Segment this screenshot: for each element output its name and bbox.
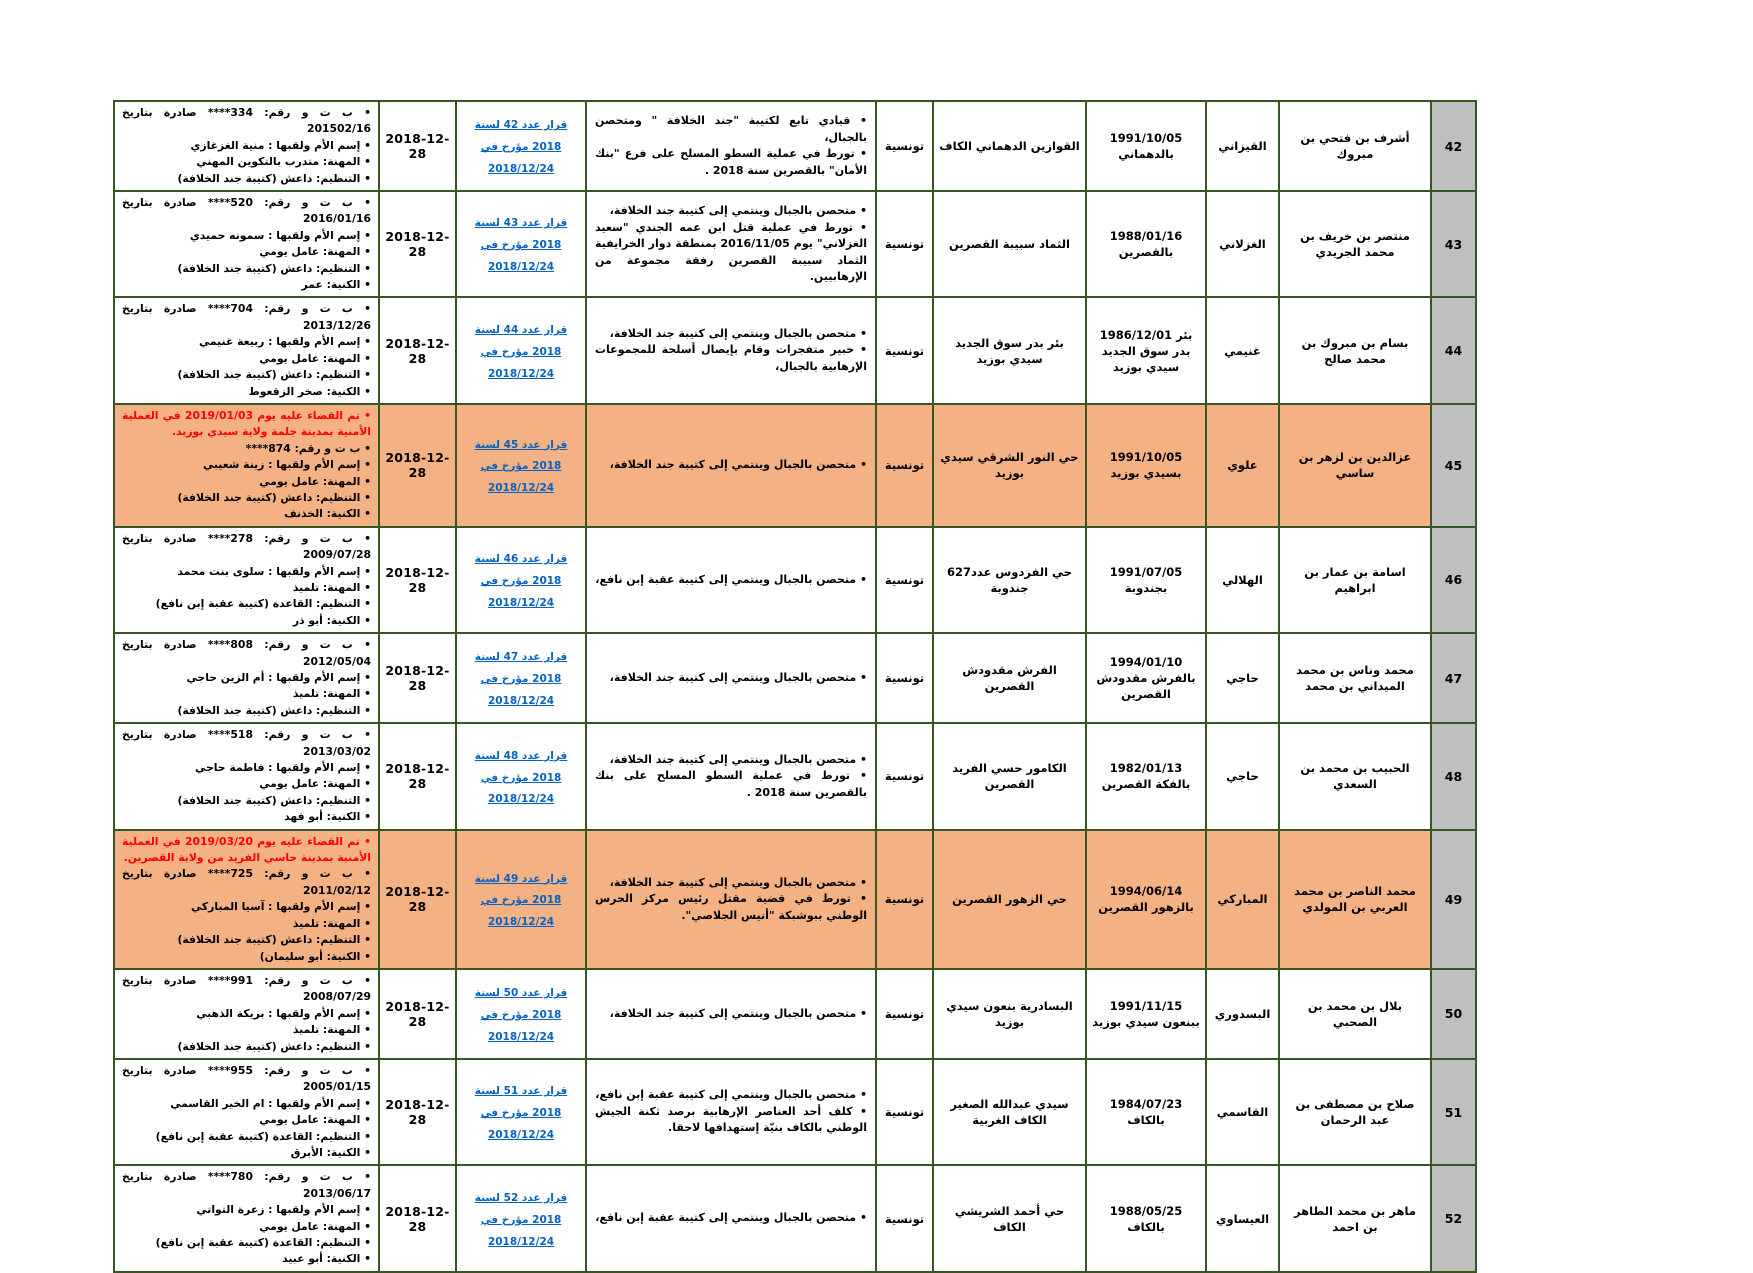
row-number-cell: 49 (1431, 830, 1476, 969)
address-cell: حي الفردوس عدد627 جندوبة (933, 527, 1086, 633)
detail-item: • المهنة: عامل يومي (122, 1112, 371, 1128)
details-cell (114, 1165, 379, 1271)
detail-item: • إسم الأم ولقبها : فاطمة حاجي (122, 760, 371, 776)
description-cell (586, 723, 876, 829)
description-cell (586, 633, 876, 723)
address-cell: البسادرية بنعون سيدي بوزيد (933, 969, 1086, 1059)
description-cell (586, 1165, 876, 1271)
description-item: • متحصن بالجبال وينتمي إلى كتيبة جند الخلافة، (595, 752, 867, 769)
decision-date-cell (379, 404, 456, 527)
detail-item: • التنظيم: داعش (كتيبة جند الخلافة) (122, 490, 371, 506)
description-cell (586, 830, 876, 969)
surname-cell: القاسمي (1206, 1059, 1279, 1165)
birth-date-place-cell (1086, 404, 1206, 527)
nationality-cell: تونسية (876, 969, 933, 1059)
details-cell (114, 527, 379, 633)
records-table-container (113, 100, 1477, 1273)
birth-date-place-cell (1086, 1059, 1206, 1165)
row-number-cell: 43 (1431, 191, 1476, 297)
detail-item: • المهنة: عامل يومي (122, 244, 371, 260)
decision-date-text: 2018-12-28 (385, 564, 450, 595)
row-number-cell: 46 (1431, 527, 1476, 633)
birth-date-place-cell (1086, 1165, 1206, 1271)
decision-link[interactable]: قرار عدد 49 لسنة 2018 مؤرخ في 2018/12/24 (474, 872, 568, 929)
birth-date-place-cell (1086, 297, 1206, 403)
decision-cell (456, 101, 586, 191)
detail-item: • إسم الأم ولقبها : منية الغزغازي (122, 138, 371, 154)
detail-item: • التنظيم: القاعدة (كتيبة عقبة إبن نافع) (122, 596, 371, 612)
detail-item: • ب ت و رقم: 518**** صادرة بتاريخ 2013/03/02 (122, 727, 371, 760)
detail-item: • المهنة: متدرب بالتكوين المهني (122, 154, 371, 170)
decision-link[interactable]: قرار عدد 48 لسنة 2018 مؤرخ في 2018/12/24 (474, 749, 568, 806)
decision-link[interactable]: قرار عدد 42 لسنة 2018 مؤرخ في 2018/12/24 (474, 119, 568, 175)
nationality-cell: تونسية (876, 527, 933, 633)
nationality-cell: تونسية (876, 101, 933, 191)
table-row (114, 191, 1476, 297)
nationality-cell: تونسية (876, 297, 933, 403)
decision-link[interactable]: قرار عدد 47 لسنة 2018 مؤرخ في 2018/12/24 (474, 651, 568, 708)
records-table (113, 100, 1477, 1273)
description-item: • متحصن بالجبال وينتمي إلى كتيبة عقبة إبن نافع، (595, 572, 867, 589)
description-item: • خبير متفجرات وقام بإيصال أسلحة للمجموعات الإرهابية بالجبال، (595, 342, 867, 375)
description-cell (586, 1059, 876, 1165)
detail-item: • المهنة: عامل يومي (122, 474, 371, 490)
detail-item: • إسم الأم ولقبها : زينة شعيبي (122, 457, 371, 473)
description-item: • متحصن بالجبال وينتمي إلى كتيبة عقبة إبن نافع، (595, 1087, 867, 1104)
decision-date-text: 2018-12-28 (385, 663, 450, 694)
detail-item: • إسم الأم ولقبها : آسيا المباركي (122, 899, 371, 915)
description-cell (586, 191, 876, 297)
decision-cell (456, 404, 586, 527)
birth-date-place-text: 1994/01/10 بالفرش مقدودش القصرين (1096, 655, 1196, 702)
details-cell (114, 723, 379, 829)
detail-item: • المهنة: تلميذ (122, 580, 371, 596)
name-cell: محمد وناس بن محمد الميداني بن محمد (1279, 633, 1431, 723)
decision-date-text: 2018-12-28 (385, 335, 450, 366)
address-cell: سيدي عبدالله الصغير الكاف الغربية (933, 1059, 1086, 1165)
details-cell (114, 969, 379, 1059)
detail-item: • التنظيم: داعش (كتيبة جند الخلافة) (122, 367, 371, 383)
decision-cell (456, 527, 586, 633)
birth-date-place-cell (1086, 830, 1206, 969)
surname-cell: حاجي (1206, 633, 1279, 723)
details-cell (114, 633, 379, 723)
name-cell: ماهر بن محمد الطاهر بن احمد (1279, 1165, 1431, 1271)
description-item: • تورط في عملية السطو المسلح على بنك بالقصرين سنة 2018 . (595, 768, 867, 801)
birth-date-place-cell (1086, 191, 1206, 297)
detail-item: • إسم الأم ولقبها : أم الزين حاجي (122, 670, 371, 686)
decision-cell (456, 191, 586, 297)
detail-item: • ب ت و رقم: 704**** صادرة بتاريخ 2013/12/26 (122, 301, 371, 334)
row-number-cell: 51 (1431, 1059, 1476, 1165)
birth-date-place-text: 1988/01/16 بالقصرين (1109, 229, 1183, 260)
birth-date-place-text: 1986/12/01 بئر بدر سوق الجديد سيدي بوزيد (1099, 327, 1193, 374)
detail-item: • الكنية: أبو ذر (122, 613, 371, 629)
details-cell (114, 404, 379, 527)
decision-cell (456, 633, 586, 723)
address-cell: الثماد سبيبة القصرين (933, 191, 1086, 297)
name-cell: بلال بن محمد بن الصحبي (1279, 969, 1431, 1059)
detail-item: • التنظيم: داعش (كتيبة جند الخلافة) (122, 261, 371, 277)
description-cell (586, 297, 876, 403)
table-row (114, 969, 1476, 1059)
detail-item: • التنظيم: داعش (كتيبة جند الخلافة) (122, 171, 371, 187)
detail-item: • ب ت و رقم: 334**** صادرة بتاريخ 201502/16 (122, 105, 371, 138)
description-item: • متحصن بالجبال وينتمي إلى كتيبة جند الخلافة، (595, 326, 867, 343)
detail-item: • التنظيم: داعش (كتيبة جند الخلافة) (122, 932, 371, 948)
table-row (114, 527, 1476, 633)
description-item: • تورط في عملية قتل ابن عمه الجندي "سعيد الغزلاني" يوم 2016/11/05 بمنطقة دوار الخرايفية الثماد سبيبة القصرين رفقة مجموعة من الإرهابيين. (595, 220, 867, 286)
address-cell: حي النور الشرقي سيدي بوزيد (933, 404, 1086, 527)
details-cell (114, 297, 379, 403)
detail-item: • ب ت و رقم: 874**** (122, 441, 371, 457)
detail-item: • ب ت و رقم: 278**** صادرة بتاريخ 2009/07/28 (122, 531, 371, 564)
row-number-cell: 47 (1431, 633, 1476, 723)
name-cell: بسام بن مبروك بن محمد صالح (1279, 297, 1431, 403)
description-item: • تورط في قضية مقتل رئيس مركز الحرس الوطني ببوشبكة "أنيس الجلاصي". (595, 891, 867, 924)
decision-date-cell (379, 1059, 456, 1165)
surname-cell: القيزاني (1206, 101, 1279, 191)
decision-date-cell (379, 191, 456, 297)
row-number-cell: 45 (1431, 404, 1476, 527)
table-row (114, 1059, 1476, 1165)
birth-date-place-text: 1988/05/25 بالكاف (1109, 1203, 1183, 1234)
address-cell: الكامور حسي الفريد القصرين (933, 723, 1086, 829)
description-cell (586, 527, 876, 633)
birth-date-place-text: 1991/07/05 بجندوبة (1109, 564, 1183, 595)
decision-date-cell (379, 830, 456, 969)
decision-cell (456, 1059, 586, 1165)
detail-item: • التنظيم: القاعدة (كتيبة عقبة إبن نافع) (122, 1235, 371, 1251)
surname-cell: المباركي (1206, 830, 1279, 969)
eliminated-notice: • تم القضاء عليه يوم 2019/03/20 في العملية الأمنية بمدينة حاسي الفريد من ولاية القصرين. (122, 834, 371, 867)
decision-date-text: 2018-12-28 (385, 1203, 450, 1234)
row-number-cell: 42 (1431, 101, 1476, 191)
address-cell: حي أحمد الشريشي الكاف (933, 1165, 1086, 1271)
decision-cell (456, 297, 586, 403)
decision-link[interactable]: قرار عدد 51 لسنة 2018 مؤرخ في 2018/12/24 (474, 1085, 568, 1142)
decision-link[interactable]: قرار عدد 43 لسنة 2018 مؤرخ في 2018/12/24 (474, 217, 568, 274)
decision-date-text: 2018-12-28 (385, 998, 450, 1029)
decision-cell (456, 969, 586, 1059)
detail-item: • ب ت و رقم: 780**** صادرة بتاريخ 2013/06/17 (122, 1169, 371, 1202)
detail-item: • ب ت و رقم: 725**** صادرة بتاريخ 2011/02/12 (122, 866, 371, 899)
address-cell: بئر بدر سوق الجديد سيدي بوزيد (933, 297, 1086, 403)
surname-cell: الغزلاني (1206, 191, 1279, 297)
table-row (114, 404, 1476, 527)
address-cell: الفرش مقدودش القصرين (933, 633, 1086, 723)
details-cell (114, 191, 379, 297)
details-cell (114, 1059, 379, 1165)
description-item: • كلف أحد العناصر الإرهابية برصد ثكنة الجيش الوطني بالكاف بنيّة إستهدافها لاحقا. (595, 1104, 867, 1137)
decision-date-text: 2018-12-28 (385, 131, 450, 162)
records-table-body (114, 101, 1476, 1272)
description-item: • قيادي تابع لكتيبة "جند الخلافة " ومتحصن بالجبال، (595, 113, 867, 146)
birth-date-place-text: 1991/11/15 ببنعون سيدي بوزيد (1092, 998, 1200, 1029)
detail-item: • الكنية: أبو عبيد (122, 1251, 371, 1267)
description-item: • متحصن بالجبال وينتمي إلى كتيبة عقبة إبن نافع، (595, 1210, 867, 1227)
surname-cell: غنيمي (1206, 297, 1279, 403)
nationality-cell: تونسية (876, 1059, 933, 1165)
nationality-cell: تونسية (876, 404, 933, 527)
decision-link[interactable]: قرار عدد 50 لسنة 2018 مؤرخ في 2018/12/24 (474, 987, 568, 1043)
birth-date-place-text: 1991/10/05 بسيدي بوزيد (1109, 450, 1183, 481)
detail-item: • الكنية: الخذنف (122, 506, 371, 522)
name-cell: منتصر بن خريف بن محمد الجريدي (1279, 191, 1431, 297)
description-cell (586, 969, 876, 1059)
description-item: • متحصن بالجبال وينتمي إلى كتيبة جند الخلافة، (595, 457, 867, 474)
row-number-cell: 50 (1431, 969, 1476, 1059)
birth-date-place-text: 1984/07/23 بالكاف (1109, 1097, 1183, 1128)
detail-item: • إسم الأم ولقبها : سلوى بنت محمد (122, 564, 371, 580)
birth-date-place-cell (1086, 101, 1206, 191)
birth-date-place-cell (1086, 633, 1206, 723)
detail-item: • ب ت و رقم: 955**** صادرة بتاريخ 2005/01/15 (122, 1063, 371, 1096)
surname-cell: العيساوي (1206, 1165, 1279, 1271)
decision-date-text: 2018-12-28 (385, 884, 450, 915)
table-row (114, 101, 1476, 191)
decision-date-cell (379, 723, 456, 829)
table-row (114, 297, 1476, 403)
detail-item: • الكنية: أبو سليمان) (122, 949, 371, 965)
detail-item: • ب ت و رقم: 520**** صادرة بتاريخ 2016/01/16 (122, 195, 371, 228)
nationality-cell: تونسية (876, 830, 933, 969)
detail-item: • إسم الأم ولقبها : ربيعة غنيمي (122, 334, 371, 350)
detail-item: • ب ت و رقم: 991**** صادرة بتاريخ 2008/07/29 (122, 973, 371, 1006)
address-cell: القوازين الدهماني الكاف (933, 101, 1086, 191)
detail-item: • إسم الأم ولقبها : بريكة الذهبي (122, 1006, 371, 1022)
birth-date-place-text: 1994/06/14 بالزهور القصرين (1098, 884, 1194, 915)
decision-link[interactable]: قرار عدد 52 لسنة 2018 مؤرخ في 2018/12/24 (474, 1191, 568, 1248)
detail-item: • التنظيم: داعش (كتيبة جند الخلافة) (122, 1039, 371, 1055)
table-row (114, 830, 1476, 969)
detail-item: • إسم الأم ولقبها : ام الخير القاسمي (122, 1096, 371, 1112)
detail-item: • ب ت و رقم: 808**** صادرة بتاريخ 2012/05/04 (122, 637, 371, 670)
description-cell (586, 101, 876, 191)
description-item: • تورط في عملية السطو المسلح على فرع "بنك الأمان" بالقصرين سنة 2018 . (595, 146, 867, 179)
name-cell: عزالدين بن لزهر بن ساسي (1279, 404, 1431, 527)
detail-item: • المهنة: تلميذ (122, 686, 371, 702)
birth-date-place-text: 1982/01/13 بالفكة القصرين (1101, 761, 1191, 792)
detail-item: • إسم الأم ولقبها : زعرة التواتي (122, 1202, 371, 1218)
name-cell: محمد الناصر بن محمد العربي بن المولدي (1279, 830, 1431, 969)
decision-date-text: 2018-12-28 (385, 229, 450, 260)
detail-item: • الكنية: أبو فهد (122, 809, 371, 825)
details-cell (114, 101, 379, 191)
description-item: • متحصن بالجبال وينتمي إلى كتيبة جند الخلافة، (595, 203, 867, 220)
decision-date-text: 2018-12-28 (385, 761, 450, 792)
nationality-cell: تونسية (876, 191, 933, 297)
description-item: • متحصن بالجبال وينتمي إلى كتيبة جند الخلافة، (595, 875, 867, 892)
birth-date-place-cell (1086, 969, 1206, 1059)
surname-cell: الهلالي (1206, 527, 1279, 633)
decision-cell (456, 1165, 586, 1271)
detail-item: • الكنية: عمر (122, 277, 371, 293)
decision-link[interactable]: قرار عدد 44 لسنة 2018 مؤرخ في 2018/12/24 (474, 323, 568, 380)
decision-date-text: 2018-12-28 (385, 1097, 450, 1128)
decision-date-cell (379, 1165, 456, 1271)
details-cell (114, 830, 379, 969)
birth-date-place-cell (1086, 723, 1206, 829)
decision-link[interactable]: قرار عدد 46 لسنة 2018 مؤرخ في 2018/12/24 (474, 553, 568, 609)
decision-date-cell (379, 527, 456, 633)
detail-item: • الكنية: صخر الزقعوط (122, 384, 371, 400)
description-cell (586, 404, 876, 527)
decision-date-cell (379, 633, 456, 723)
surname-cell: علوي (1206, 404, 1279, 527)
detail-item: • الكنية: الأبرق (122, 1145, 371, 1161)
table-row (114, 633, 1476, 723)
detail-item: • المهنة: تلميذ (122, 1022, 371, 1038)
eliminated-notice: • تم القضاء عليه يوم 2019/01/03 في العملية الأمنية بمدينة جلمة ولاية سيدي بوزيد. (122, 408, 371, 441)
detail-item: • المهنة: عامل يومي (122, 1219, 371, 1235)
decision-date-cell (379, 969, 456, 1059)
row-number-cell: 44 (1431, 297, 1476, 403)
name-cell: أشرف بن فتحي بن مبروك (1279, 101, 1431, 191)
detail-item: • التنظيم: داعش (كتيبة جند الخلافة) (122, 703, 371, 719)
detail-item: • إسم الأم ولقبها : سمونه حميدي (122, 228, 371, 244)
nationality-cell: تونسية (876, 1165, 933, 1271)
decision-date-text: 2018-12-28 (385, 450, 450, 481)
table-row (114, 1165, 1476, 1271)
decision-link[interactable]: قرار عدد 45 لسنة 2018 مؤرخ في 2018/12/24 (474, 438, 568, 495)
detail-item: • التنظيم: داعش (كتيبة جند الخلافة) (122, 793, 371, 809)
birth-date-place-cell (1086, 527, 1206, 633)
nationality-cell: تونسية (876, 723, 933, 829)
name-cell: اسامة بن عمار بن ابراهيم (1279, 527, 1431, 633)
detail-item: • المهنة: عامل يومي (122, 776, 371, 792)
description-item: • متحصن بالجبال وينتمي إلى كتيبة جند الخلافة، (595, 1006, 867, 1023)
description-item: • متحصن بالجبال وينتمي إلى كتيبة جند الخلافة، (595, 670, 867, 687)
row-number-cell: 48 (1431, 723, 1476, 829)
detail-item: • المهنة: تلميذ (122, 916, 371, 932)
name-cell: صلاح بن مصطفى بن عبد الرحمان (1279, 1059, 1431, 1165)
detail-item: • المهنة: عامل يومي (122, 351, 371, 367)
table-row (114, 723, 1476, 829)
birth-date-place-text: 1991/10/05 بالدهماني (1109, 130, 1183, 162)
nationality-cell: تونسية (876, 633, 933, 723)
decision-cell (456, 723, 586, 829)
surname-cell: حاجي (1206, 723, 1279, 829)
surname-cell: البسدوري (1206, 969, 1279, 1059)
decision-date-cell (379, 101, 456, 191)
address-cell: حي الزهور القصرين (933, 830, 1086, 969)
decision-cell (456, 830, 586, 969)
decision-date-cell (379, 297, 456, 403)
row-number-cell: 52 (1431, 1165, 1476, 1271)
detail-item: • التنظيم: القاعدة (كتيبة عقبة إبن نافع) (122, 1129, 371, 1145)
name-cell: الحبيب بن محمد بن السعدي (1279, 723, 1431, 829)
